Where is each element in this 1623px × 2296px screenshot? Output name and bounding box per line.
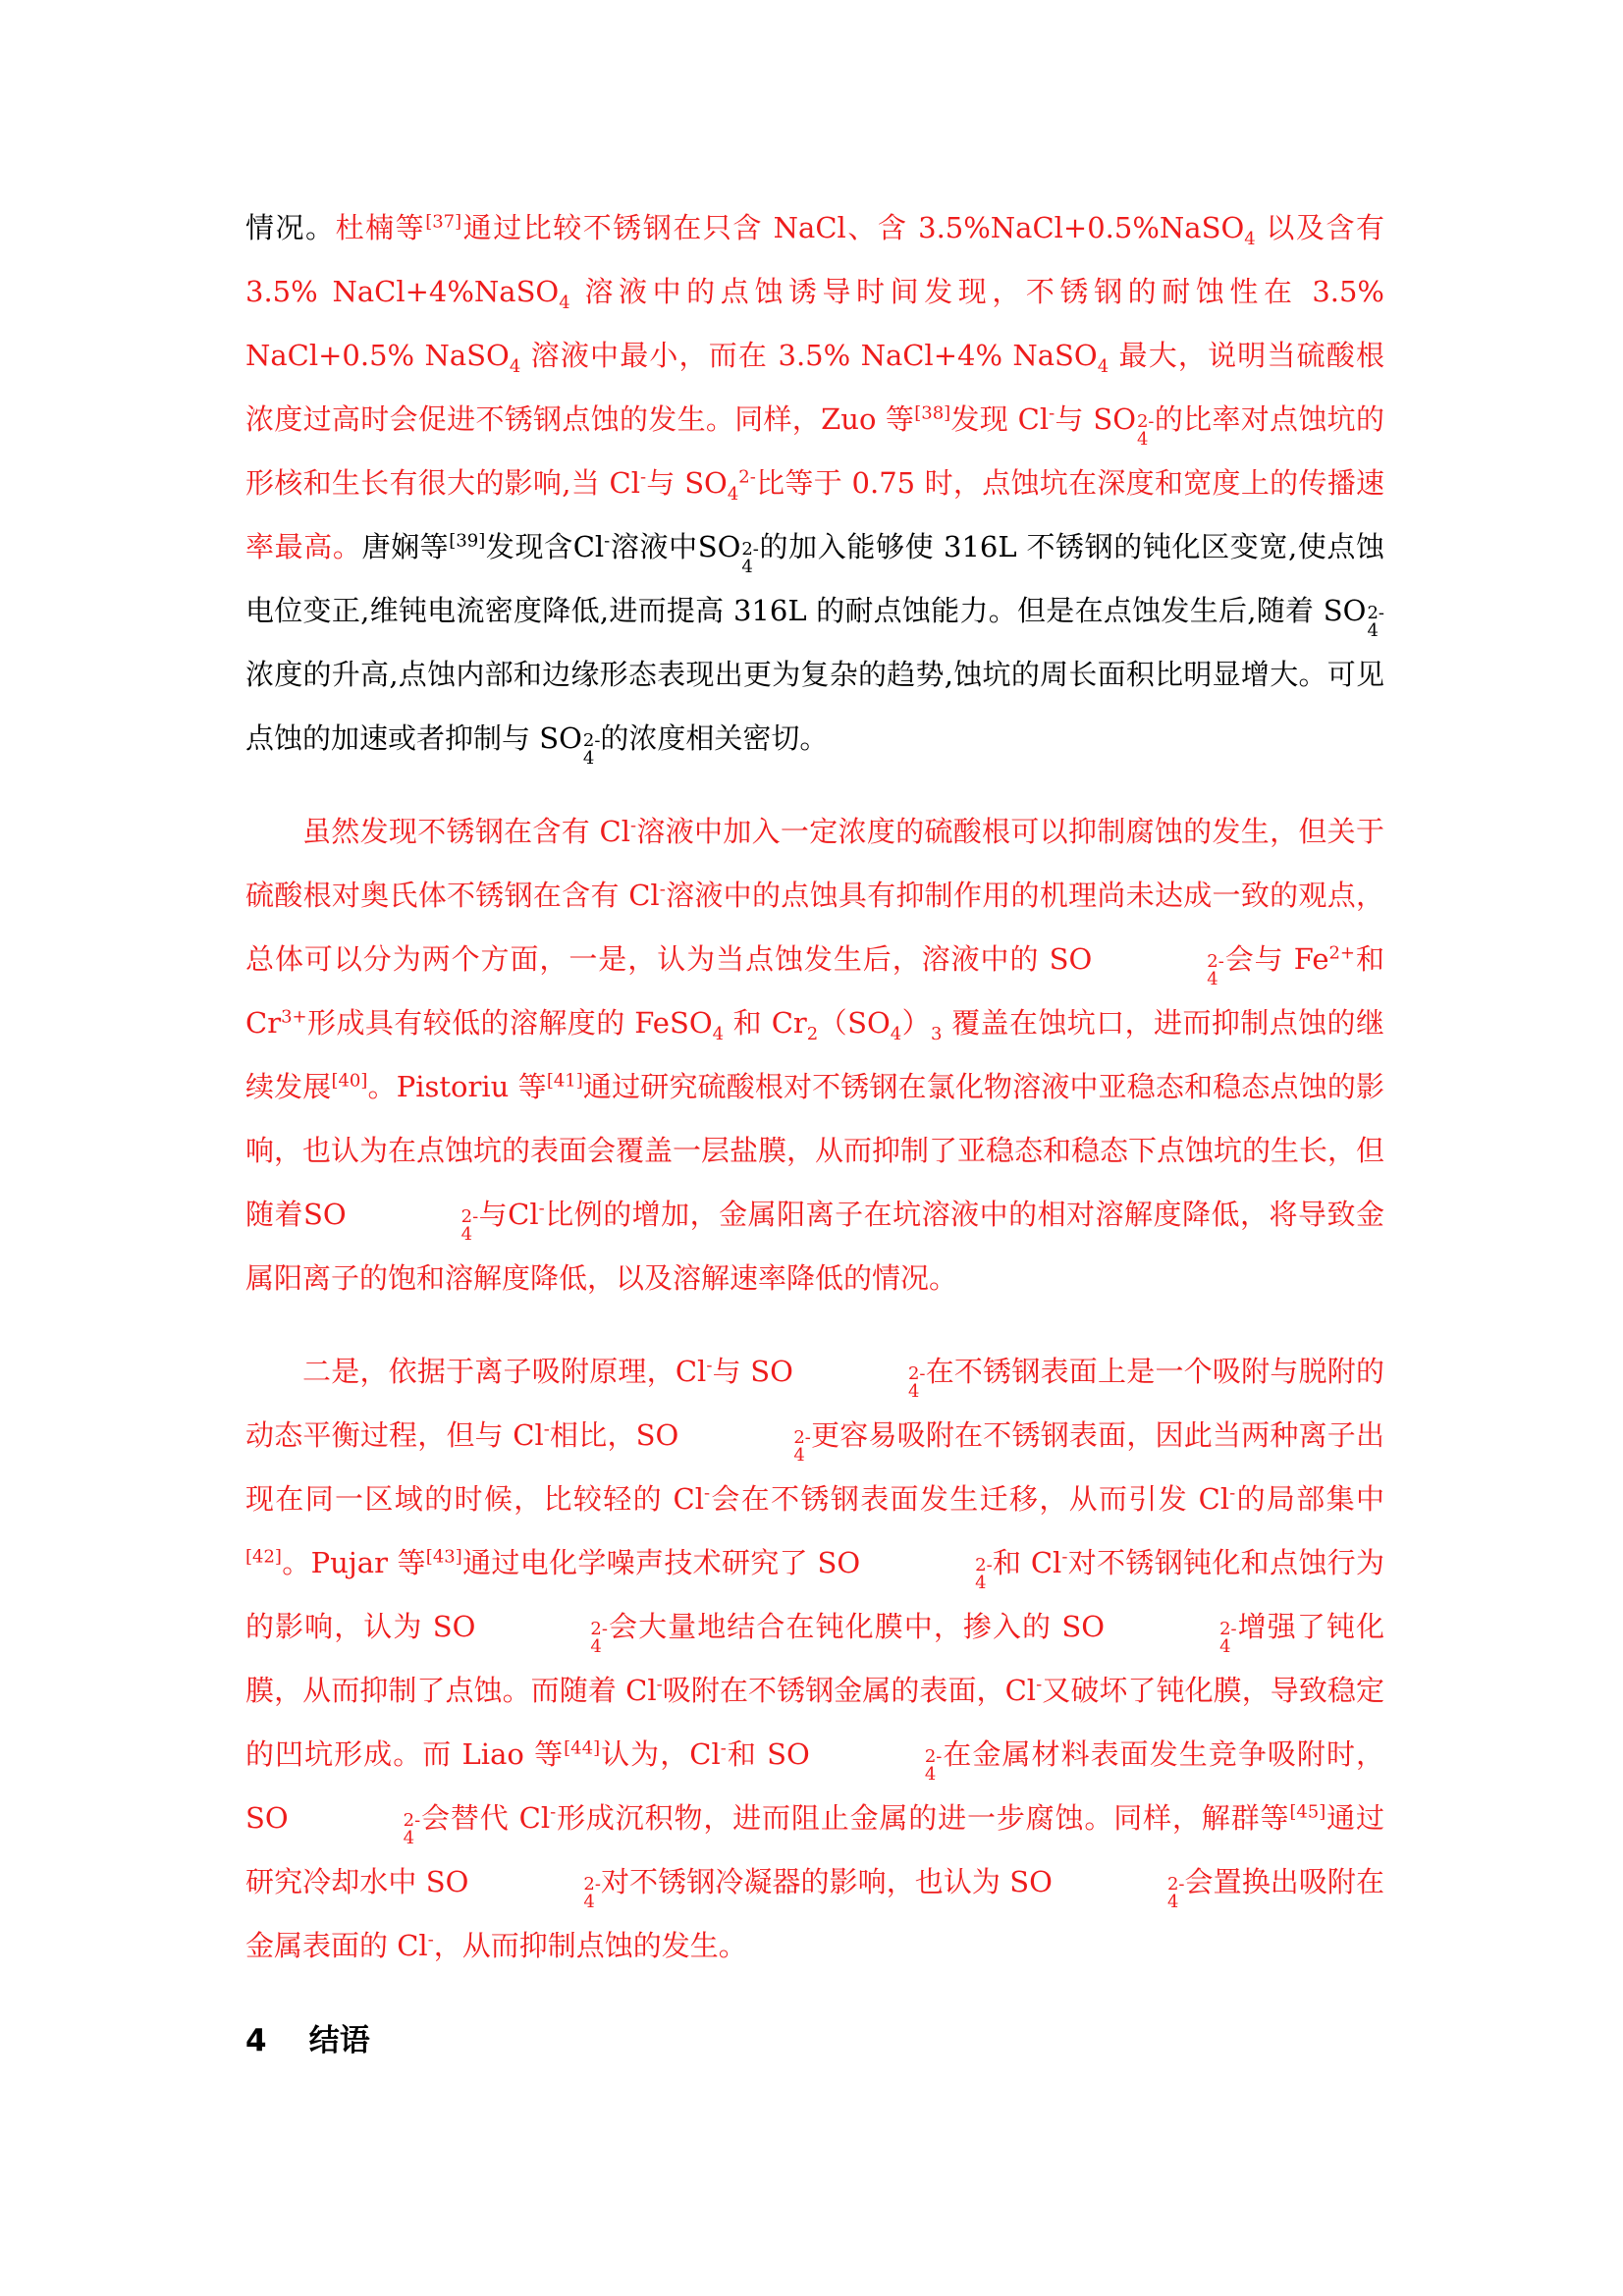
superscript: - [1229,1482,1236,1504]
superscript: - [550,1801,557,1823]
superscript: - [630,815,637,836]
text-run: 形成具有较低的溶解度的 FeSO [306,1006,713,1040]
text-run: ，从而抑制点蚀的发生。 [433,1929,747,1962]
superscript: [38] [914,402,951,424]
ion-charge: 2- 4 [1367,603,1384,641]
ion-charge: 2- 4 [1207,951,1224,989]
superscript: - [656,1674,663,1695]
text-run: 溶液中的点蚀具有抑制作用的机理尚未达成一致的观点，总体可以分为两个方面，一是，认为当点蚀发生后，溶液中的 SO [245,879,1384,976]
text-run: 与 SO [1055,402,1136,436]
text-run: 情况。 [245,211,336,244]
text-run: 更容易吸附在不锈钢表面，因此当两种离子出现在同一区域的时候，比较轻的 Cl [245,1418,1384,1516]
superscript: - [1049,402,1055,424]
text-run: 认为，Cl [600,1737,721,1771]
paragraph-2 [245,800,1384,1310]
subscript: 3 [931,1023,943,1044]
text-run: 。Pistoriu 等 [367,1070,547,1103]
text-run: 浓度的升高,点蚀内部和边缘形态表现出更为复杂的趋势,蚀坑的周长面积比明显增大。可见点蚀的加速或者抑制与 SO [245,658,1384,755]
text-run: 以及含有 3.5% NaCl+4%NaSO [245,211,1384,308]
superscript: [39] [449,530,486,552]
text-run: 发现 Cl [950,402,1050,436]
subscript: 4 [727,483,739,505]
superscript: [40] [331,1070,368,1092]
ion-charge: 2- 4 [590,1619,608,1657]
ion-charge: 2- 4 [583,1874,601,1912]
ion-charge: 2- 4 [924,1746,943,1785]
text-run: 比例的增加，金属阳离子在坑溶液中的相对溶解度降低，将导致金属阳离子的饱和溶解度降低，以及溶解速率降低的情况。 [245,1198,1384,1295]
superscript: 2- [738,466,756,488]
text-run: 的局部集中 [1235,1482,1384,1516]
paragraph-3 [245,1340,1384,1978]
ion-charge: 2- 4 [582,730,601,769]
text-run: 吸附在不锈钢金属的表面，Cl [662,1674,1037,1707]
text-run: 溶液中最小，而在 3.5% NaCl+4% NaSO [520,339,1098,372]
section-heading [245,2011,1384,2070]
text-run: 通过研究冷却水中 SO [245,1801,1384,1898]
text-run: （SO [818,1006,891,1040]
text-run: 会在不锈钢表面发生迁移，从而引发 Cl [710,1482,1230,1516]
text-run: 虽然发现不锈钢在含有 Cl [302,815,631,848]
text-run: 在金属材料表面发生竞争吸附时，SO [245,1737,1384,1835]
text-run: 的加入能够使 316L 不锈钢的钝化区变宽,使点蚀电位变正,维钝电流密度降低,进而提高 316L 的耐点蚀能力。但是在点蚀发生后,随着 SO [245,530,1384,627]
ion-charge: 2- 4 [1136,411,1155,450]
text-run: 的浓度相关密切。 [600,721,829,755]
text-run: 会置换出吸附在金属表面的 Cl [245,1865,1384,1962]
text-run: 相比，SO [549,1418,679,1452]
text-run: 杜楠等 [335,211,426,244]
superscript: [43] [425,1546,462,1568]
ion-charge: 2- 4 [1166,1874,1185,1912]
text-run: 与 SO [712,1355,793,1388]
superscript: - [543,1418,550,1440]
ion-charge: 2- 4 [975,1555,993,1593]
text-run: 二是，依据于离子吸附原理，Cl [302,1355,707,1388]
superscript: - [703,1482,711,1504]
paragraph-1 [245,196,1384,771]
subscript: 4 [712,1023,725,1044]
text-run: 形成沉积物，进而阻止金属的进一步腐蚀。同样，解群等 [556,1801,1290,1835]
text-run: 溶液中SO [610,530,741,563]
text-run: 会与 Fe [1223,942,1329,976]
superscript: [41] [546,1070,583,1092]
text-run: 发现含Cl [485,530,605,563]
text-run: 对不锈钢冷凝器的影响，也认为 SO [600,1865,1053,1898]
text-run: 和 Cr [724,1006,807,1040]
text-run: 在不锈钢表面上是一个吸附与脱附的动态平衡过程，但与 Cl [245,1355,1384,1452]
superscript: [37] [425,211,462,233]
ion-charge: 2- 4 [460,1206,479,1245]
text-run: 通过电化学噪声技术研究了 SO [461,1546,861,1579]
text-run: 对不锈钢钝化和点蚀行为的影响，认为 SO [245,1546,1384,1643]
superscript: - [706,1355,713,1376]
superscript: [45] [1289,1801,1326,1823]
text-run: 会大量地结合在钝化膜中，掺入的 SO [607,1610,1106,1643]
text-run: 和 SO [726,1737,810,1771]
superscript: [44] [564,1737,601,1759]
superscript: - [604,530,611,552]
subscript: 2 [806,1023,819,1044]
text-run: 覆盖在蚀坑口，进而抑制点蚀的继续发展 [245,1006,1384,1103]
subscript: 4 [890,1023,902,1044]
text-run: 的比率对点蚀坑的形核和生长有很大的影响,当 Cl [245,402,1384,500]
subscript: 4 [1097,355,1109,377]
superscript: - [659,879,666,900]
subscript: 4 [1244,228,1256,249]
text-run: 增强了钝化膜，从而抑制了点蚀。而随着 Cl [245,1610,1384,1707]
text-run: 。Pujar 等 [281,1546,426,1579]
text-run: 比等于 0.75 时，点蚀坑在深度和宽度上的传播速率最高。 [245,466,1384,563]
text-run: 通过比较不锈钢在只含 NaCl、含 3.5%NaCl+0.5%NaSO [461,211,1245,244]
superscript: - [720,1737,727,1759]
text-run: ） [901,1006,932,1040]
superscript: [42] [245,1546,282,1568]
ion-charge: 2- 4 [1219,1619,1237,1657]
superscript: 3+ [281,1006,307,1028]
text-run: 会替代 Cl [420,1801,551,1835]
superscript: - [538,1198,545,1219]
ion-charge: 2- 4 [403,1810,421,1848]
text-run: 和 Cl [992,1546,1062,1579]
text-run: 和 Cr [245,942,1384,1040]
superscript: - [1036,1674,1043,1695]
superscript: 2+ [1328,942,1356,964]
subscript: 4 [509,355,521,377]
section-number: 4 [245,2023,267,2058]
text-run: 与 SO [646,466,728,500]
text-run: 又破坏了钝化膜，导致稳定的凹坑形成。而 Liao 等 [245,1674,1385,1771]
text-run: 溶液中加入一定浓度的硫酸根可以抑制腐蚀的发生，但关于硫酸根对奥氏体不锈钢在含有 Cl [245,815,1384,912]
document-page [245,196,1384,2070]
superscript: - [427,1929,434,1950]
text-run: 通过研究硫酸根对不锈钢在氯化物溶液中亚稳态和稳态点蚀的影响，也认为在点蚀坑的表面会覆盖一层盐膜，从而抑制了亚稳态和稳态下点蚀坑的生长，但随着SO [245,1070,1385,1231]
ion-charge: 2- 4 [741,539,759,577]
superscript: - [1061,1546,1068,1568]
section-title: 结语 [308,2023,370,2058]
superscript: - [640,466,647,488]
text-run: 唐娴等 [361,530,450,563]
text-run: 最大，说明当硫酸根浓度过高时会促进不锈钢点蚀的发生。同样，Zuo 等 [245,339,1384,436]
ion-charge: 2- 4 [793,1427,811,1466]
text-run: 与Cl [478,1198,539,1231]
ion-charge: 2- 4 [907,1363,926,1402]
subscript: 4 [559,292,570,313]
text-run: 溶液中的点蚀诱导时间发现，不锈钢的耐蚀性在 3.5% NaCl+0.5% NaSO [245,275,1384,372]
